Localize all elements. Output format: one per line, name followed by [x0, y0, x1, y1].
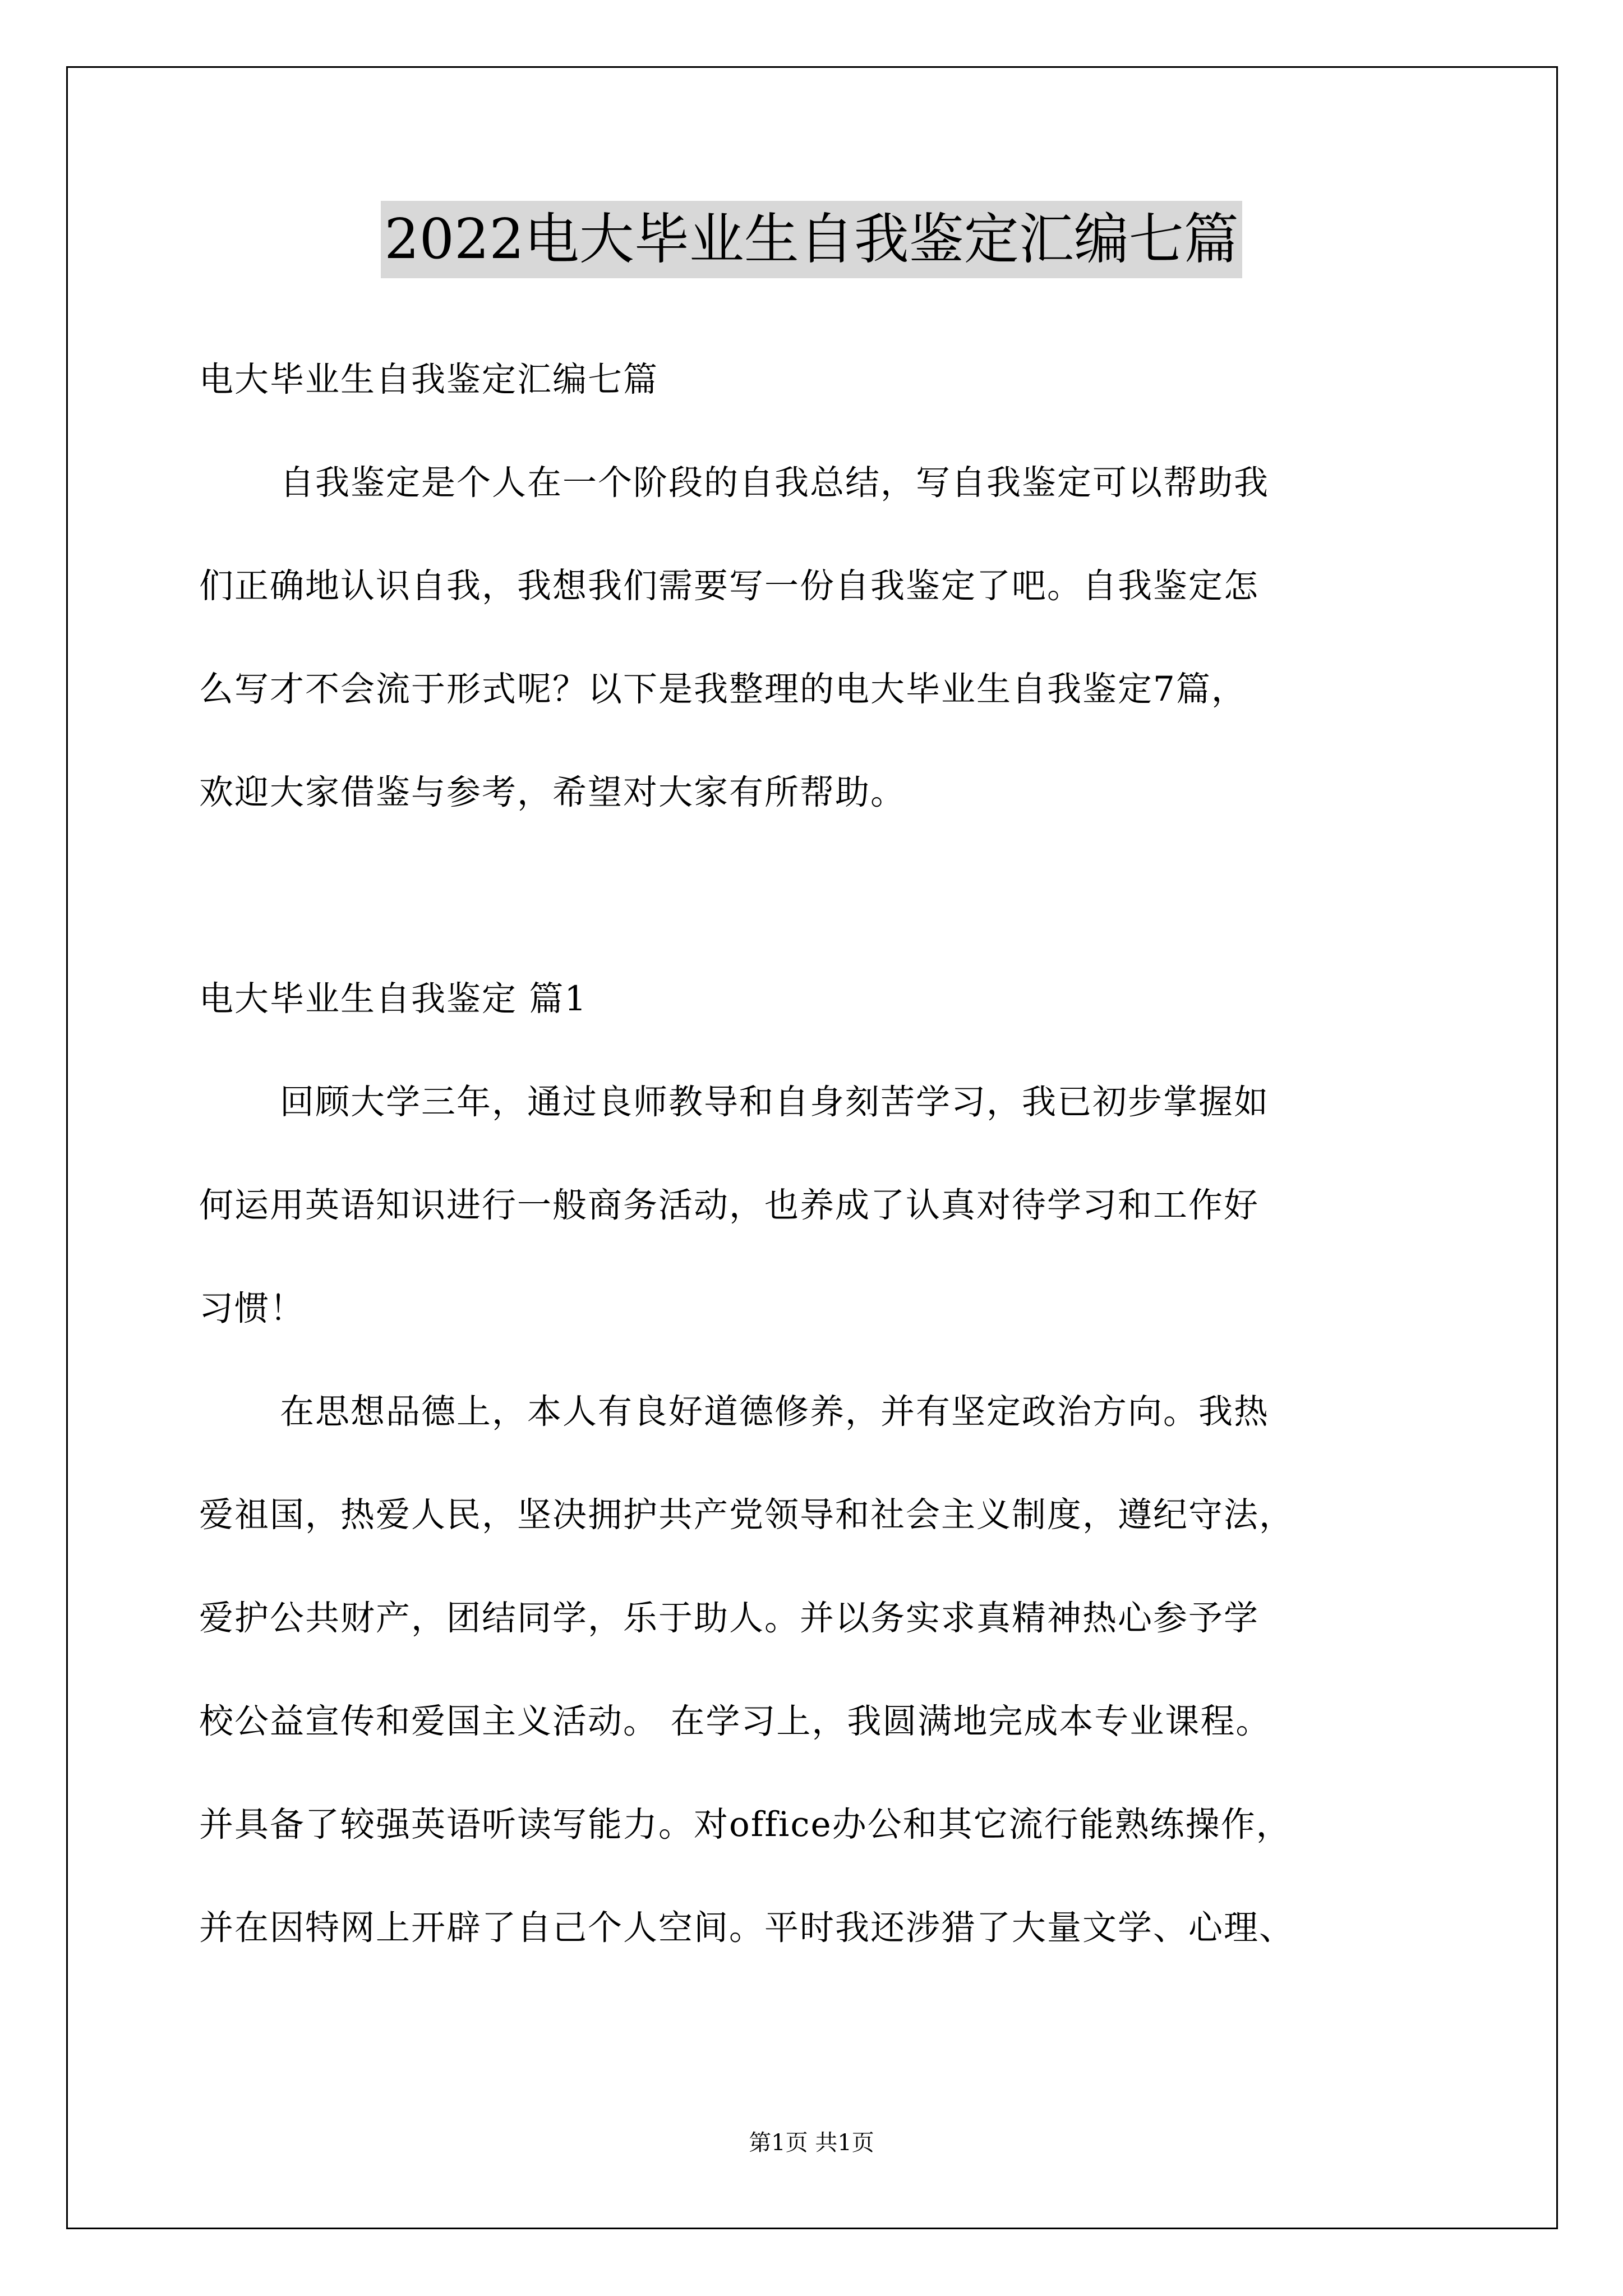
page-footer: 第1页 共1页: [749, 2130, 874, 2156]
paragraph-line: 校公益宣传和爱国主义活动。 在学习上，我圆满地完成本专业课程。: [199, 1701, 1271, 1741]
paragraph-line: 何运用英语知识进行一般商务活动，也养成了认真对待学习和工作好: [199, 1185, 1260, 1225]
paragraph-line: 爱祖国，热爱人民，坚决拥护共产党领导和社会主义制度，遵纪守法，: [199, 1495, 1295, 1535]
document-body: [199, 328, 1433, 1980]
paragraph-line: 习惯！: [199, 1289, 306, 1328]
blank-line: [199, 844, 1433, 947]
paragraph-line: 回顾大学三年，通过良师教导和自身刻苦学习，我已初步掌握如: [280, 1082, 1270, 1122]
section-heading: 电大毕业生自我鉴定 篇1: [199, 979, 588, 1019]
paragraph-line: 在思想品德上，本人有良好道德修养，并有坚定政治方向。我热: [280, 1392, 1270, 1432]
paragraph-line: 爱护公共财产，团结同学，乐于助人。并以务实求真精神热心参予学: [199, 1598, 1260, 1638]
subtitle: 电大毕业生自我鉴定汇编七篇: [199, 360, 659, 399]
intro-line: 欢迎大家借鉴与参考，希望对大家有所帮助。: [199, 772, 906, 812]
intro-line: 么写才不会流于形式呢？以下是我整理的电大毕业生自我鉴定7篇，: [199, 669, 1247, 709]
paragraph-line: 并具备了较强英语听读写能力。对office办公和其它流行能熟练操作，: [199, 1805, 1292, 1844]
document-title: 2022电大毕业生自我鉴定汇编七篇: [381, 201, 1242, 278]
title-container: [0, 201, 1623, 278]
paragraph-line: 并在因特网上开辟了自己个人空间。平时我还涉猎了大量文学、心理、: [199, 1908, 1295, 1948]
intro-line: 们正确地认识自我，我想我们需要写一份自我鉴定了吧。自我鉴定怎: [199, 566, 1260, 606]
intro-line: 自我鉴定是个人在一个阶段的自我总结，写自我鉴定可以帮助我: [280, 463, 1270, 503]
